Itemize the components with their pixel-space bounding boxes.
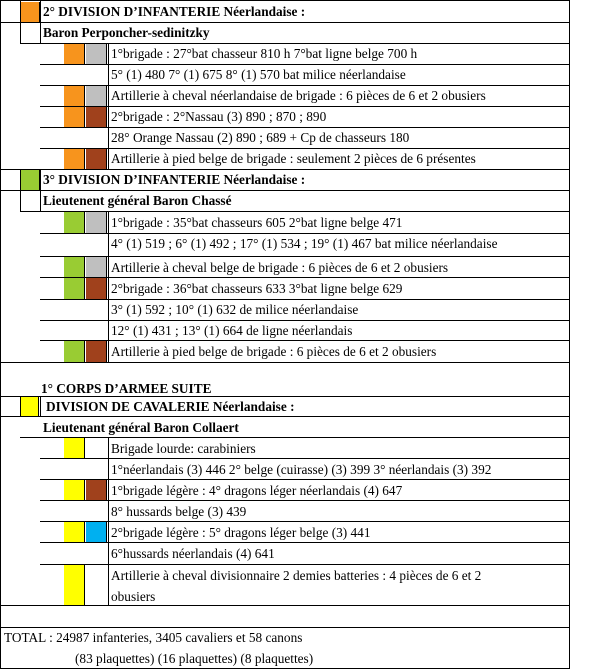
brigade-color-swatch — [64, 438, 85, 459]
corps-title: 1° CORPS D’ARMEE SUITE — [41, 381, 212, 396]
artillery-line: Artillerie à cheval divisionnaire 2 demies batteries : 4 pièces de 6 et 2 — [111, 568, 482, 583]
artillery-type-swatch — [86, 257, 107, 278]
brigade-line: 1°brigade : 27°bat chasseur 810 h 7°bat ligne belge 700 h — [111, 46, 418, 61]
brigade-line: 5° (1) 480 7° (1) 675 8° (1) 570 bat milice néerlandaise — [111, 67, 406, 82]
artillery-line: Artillerie à cheval néerlandaise de brigade : 6 pièces de 6 et 2 obusiers — [111, 88, 486, 103]
brigade-line: 28° Orange Nassau (2) 890 ; 689 + Cp de chasseurs 180 — [111, 130, 410, 145]
brigade-type-swatch — [86, 43, 107, 64]
artillery-line: obusiers — [111, 589, 156, 604]
brigade-line: 1°brigade légère : 4° dragons léger néerlandais (4) 647 — [111, 483, 403, 498]
brigade-type-swatch — [86, 212, 107, 233]
artillery-line: Artillerie à cheval belge de brigade : 6 pièces de 6 et 2 obusiers — [111, 260, 449, 275]
brigade-color-swatch — [64, 106, 85, 127]
artillery-line: Artillerie à pied belge de brigade : 6 pièces de 6 et 2 obusiers — [111, 344, 437, 359]
brigade-line: 1°néerlandais (3) 446 2° belge (cuirasse) (3) 399 3° néerlandais (3) 392 — [111, 462, 492, 477]
artillery-color-swatch — [64, 341, 85, 362]
artillery-line: Artillerie à pied belge de brigade : seulement 2 pièces de 6 présentes — [111, 151, 476, 166]
artillery-color-swatch — [64, 257, 85, 278]
division-commander: Lieutenent général Baron Chassé — [43, 193, 232, 208]
brigade-line: 1°brigade : 35°bat chasseurs 605 2°bat ligne belge 471 — [111, 215, 403, 230]
brigade-line: 4° (1) 519 ; 6° (1) 492 ; 17° (1) 534 ; 19° (1) 467 bat milice néerlandaise — [111, 236, 498, 251]
division-color-swatch — [20, 170, 40, 190]
brigade-color-swatch — [64, 522, 85, 543]
artillery-color-swatch — [64, 148, 85, 169]
brigade-type-swatch — [86, 522, 107, 543]
division-color-swatch — [20, 396, 39, 416]
brigade-line: 2°brigade : 36°bat chasseurs 633 3°bat ligne belge 629 — [111, 281, 403, 296]
artillery-color-swatch — [64, 85, 85, 106]
total-line: TOTAL : 24987 infanteries, 3405 cavaliers et 58 canons — [4, 630, 303, 645]
brigade-line: 8° hussards belge (3) 439 — [111, 504, 247, 519]
division-commander: Lieutenant général Baron Collaert — [43, 420, 239, 435]
brigade-color-swatch — [64, 278, 85, 299]
brigade-line: 3° (1) 592 ; 10° (1) 632 de milice néerlandaise — [111, 302, 359, 317]
artillery-type-swatch — [86, 341, 107, 362]
division-commander: Baron Perponcher-sedinitzky — [43, 25, 210, 40]
brigade-line: 6°hussards néerlandais (4) 641 — [111, 546, 275, 561]
brigade-type-swatch — [86, 106, 107, 127]
brigade-color-swatch — [64, 212, 85, 233]
division-title: 2° DIVISION D’INFANTERIE Néerlandaise : — [43, 4, 306, 19]
brigade-line: 2°brigade : 2°Nassau (3) 890 ; 870 ; 890 — [111, 109, 327, 124]
brigade-type-swatch — [86, 480, 107, 501]
brigade-line: 12° (1) 431 ; 13° (1) 664 de ligne néerlandais — [111, 323, 353, 338]
division-title: DIVISION DE CAVALERIE Néerlandaise : — [46, 399, 295, 414]
total-plaquettes: (83 plaquettes) (16 plaquettes) (8 plaquettes) — [75, 651, 314, 666]
brigade-line: Brigade lourde: carabiniers — [111, 441, 256, 456]
division-title: 3° DIVISION D’INFANTERIE Néerlandaise : — [43, 172, 306, 187]
division-color-swatch — [20, 2, 40, 22]
brigade-color-swatch — [64, 43, 85, 64]
brigade-line: 2°brigade légère : 5° dragons léger belge (3) 441 — [111, 525, 371, 540]
artillery-type-swatch — [86, 148, 107, 169]
brigade-color-swatch — [64, 480, 85, 501]
artillery-type-swatch — [86, 85, 107, 106]
brigade-type-swatch — [86, 278, 107, 299]
artillery-color-swatch — [64, 565, 85, 605]
